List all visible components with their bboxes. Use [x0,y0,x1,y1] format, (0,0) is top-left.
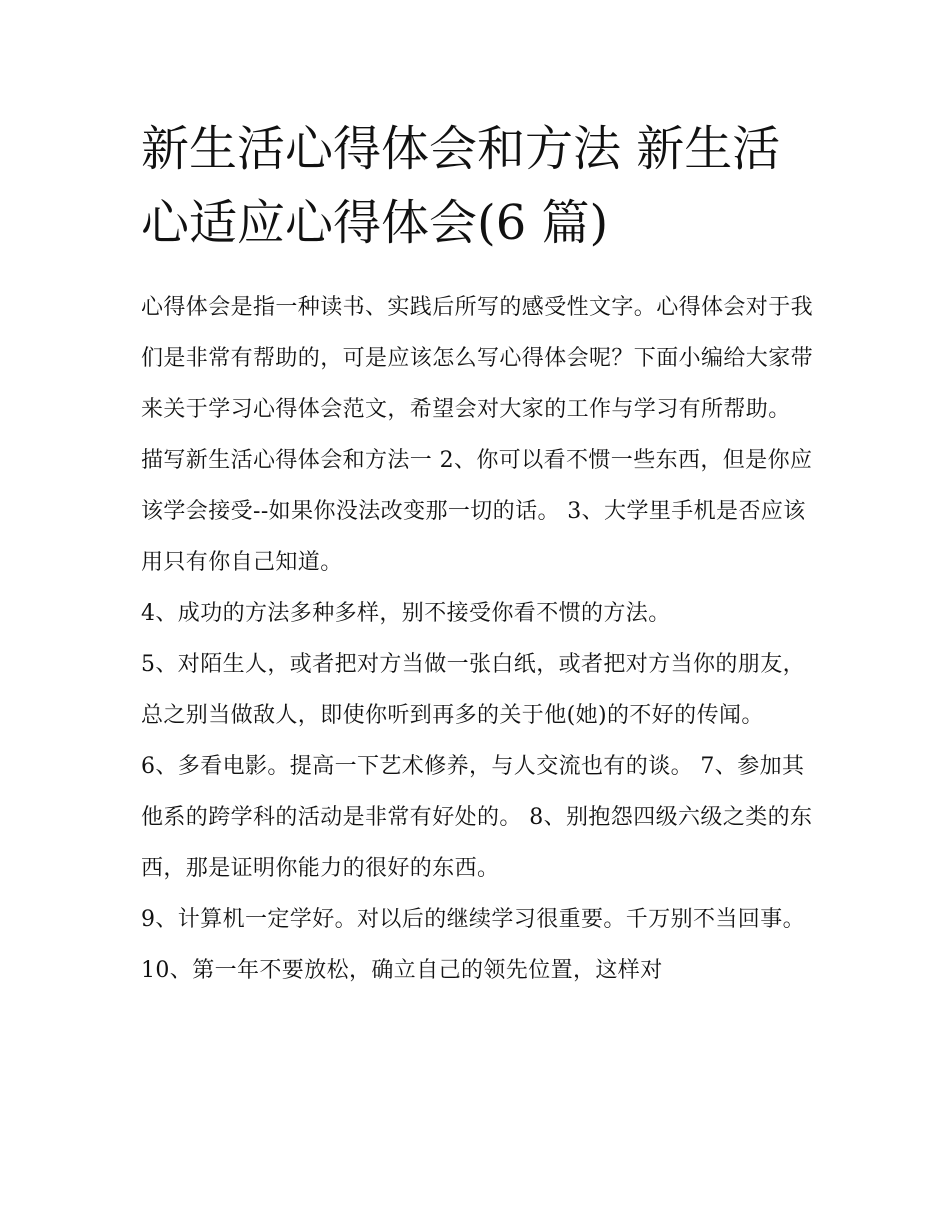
title-line-2: 心适应心得体会(6 篇) [141,195,609,251]
paragraph-tip-4: 4、成功的方法多种多样，别不接受你看不惯的方法。 [141,601,671,626]
intro-paragraph: 心得体会是指一种读书、实践后所写的感受性文字。心得体会对于我们是非常有帮助的，可是应该怎么写心得体会呢？下面小编给大家带来关于学习心得体会范文，希望会对大家的工作与学习有所帮助。 [141,295,814,422]
paragraph-tips-2-3: 描写新生活心得体会和方法一 2、你可以看不惯一些东西，但是你应该学会接受--如果你没法改变那一切的话。 3、大学里手机是否应该用只有你自己知道。 [141,448,813,575]
title-line-1: 新生活心得体会和方法 新生活 [141,121,781,177]
paragraph-tips-6-8: 6、多看电影。提高一下艺术修养，与人交流也有的谈。 7、参加其他系的跨学科的活动是非常有好处的。 8、别抱怨四级六级之类的东西，那是证明你能力的很好的东西。 [141,754,813,881]
document-body [141,112,813,996]
paragraph-tip-5: 5、对陌生人，或者把对方当做一张白纸，或者把对方当你的朋友，总之别当做敌人，即使你听到再多的关于他(她)的不好的传闻。 [141,652,805,728]
paragraph-tips-9-10: 9、计算机一定学好。对以后的继续学习很重要。千万别不当回事。 10、第一年不要放松，确立自己的领先位置，这样对 [141,907,805,983]
document-title [141,112,813,260]
